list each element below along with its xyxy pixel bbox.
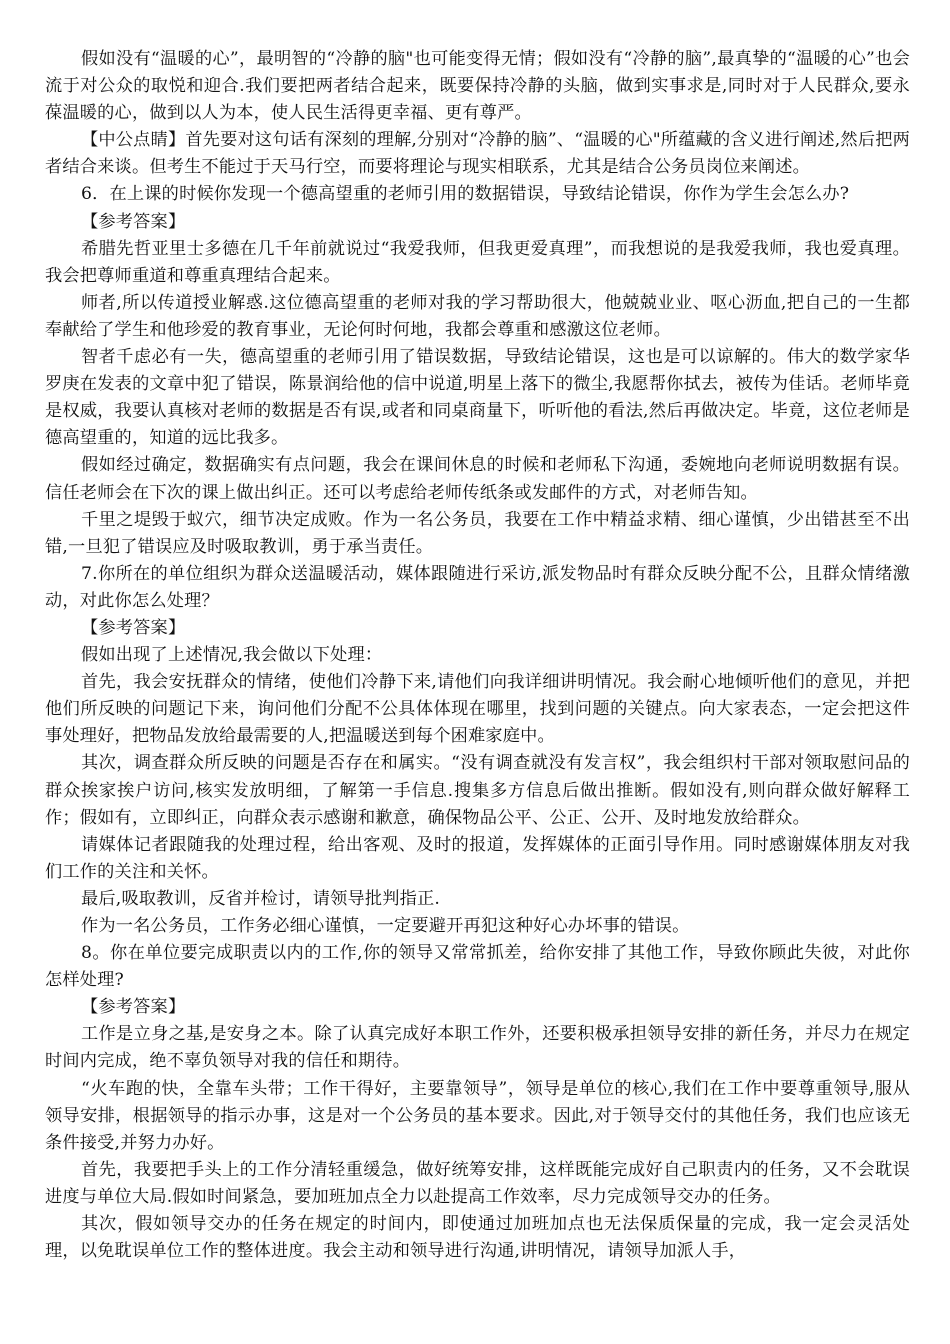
paragraph: 智者千虑必有一失，德高望重的老师引用了错误数据，导致结论错误，这也是可以谅解的。伟大的数学家华罗庚在发表的文章中犯了错误，陈景润给他的信中说道,明星上落下的微尘,我愿帮你拭去，被传为佳话。老师毕竟是权威，我要认真核对老师的数据是否有误,或者和同桌商量下，听听他的看法,然后再做决定。毕竟，这位老师是德高望重的，知道的远比我多。 [45,347,910,449]
paragraph: 首先，我要把手头上的工作分清轻重缓急，做好统筹安排，这样既能完成好自己职责内的任务，又不会耽误进度与单位大局.假如时间紧急，要加班加点全力以赴提高工作效率，尽力完成领导交办的任务。 [45,1159,910,1207]
paragraph: 其次，调查群众所反映的问题是否存在和属实。“没有调查就没有发言权”，我会组织村干部对领取慰问品的群众挨家挨户访问,核实发放明细，了解第一手信息.搜集多方信息后做出推断。假如没有,则向群众做好解释工作；假如有，立即纠正，向群众表示感谢和歉意，确保物品公平、公正、公开、及时地发放给群众。 [45,753,910,828]
paragraph: 作为一名公务员，工作务必细心谨慎，一定要避开再犯这种好心办坏事的错误。 [81,916,690,936]
paragraph: “火车跑的快，全靠车头带；工作干得好，主要靠领导”，领导是单位的核心,我们在工作中要尊重领导,服从领导安排，根据领导的指示办事，这是对一个公务员的基本要求。因此,对于领导交付的其他任务，我们也应该无条件接受,并努力办好。 [45,1078,910,1153]
paragraph: 工作是立身之基,是安身之本。除了认真完成好本职工作外，还要积极承担领导安排的新任务，并尽力在规定时间内完成，绝不辜负领导对我的信任和期待。 [45,1024,910,1072]
question-7: 7.你所在的单位组织为群众送温暖活动，媒体跟随进行采访,派发物品时有群众反映分配不公，且群众情绪激动，对此你怎么处理？ [45,563,910,611]
paragraph: 师者,所以传道授业解惑.这位德高望重的老师对我的学习帮助很大，他兢兢业业、呕心沥血,把自己的一生都奉献给了学生和他珍爱的教育事业，无论何时何地，我都会尊重和感激这位老师。 [45,292,910,340]
paragraph: 最后,吸取教训，反省并检讨，请领导批判指正. [81,888,441,909]
paragraph: 首先，我会安抚群众的情绪，使他们冷静下来,请他们向我详细讲明情况。我会耐心地倾听他们的意见，并把他们所反映的问题记下来，询问他们分配不公具体体现在哪里，找到问题的关键点。向大家表态，一定会把这件事处理好，把物品发放给最需要的人,把温暖送到每个困难家庭中。 [45,672,910,747]
paragraph: 假如出现了上述情况,我会做以下处理： [81,645,383,666]
paragraph: 其次，假如领导交办的任务在规定的时间内，即使通过加班加点也无法保质保量的完成，我一定会灵活处理，以免耽误单位工作的整体进度。我会主动和领导进行沟通,讲明情况，请领导加派人手， [45,1214,910,1262]
answer-heading: 【参考答案】 [81,617,186,638]
question-8: 8。你在单位要完成职责以内的工作,你的领导又常常抓差，给你安排了其他工作，导致你顾此失彼，对此你怎样处理? [45,943,910,991]
paragraph: 假如没有“温暖的心”，最明智的“冷静的脑"也可能变得无情；假如没有“冷静的脑”,最真挚的“温暖的心”也会流于对公众的取悦和迎合.我们要把两者结合起来，既要保持冷静的头脑，做到实事求是,同时对于人民群众,要永葆温暖的心，做到以人为本，使人民生活得更幸福、更有尊严。 [45,49,910,124]
paragraph: 假如经过确定，数据确实有点问题，我会在课间休息的时候和老师私下沟通，委婉地向老师说明数据有误。信任老师会在下次的课上做出纠正。还可以考虑给老师传纸条或发邮件的方式，对老师告知。 [45,455,910,503]
paragraph: 千里之堤毁于蚁穴，细节决定成败。作为一名公务员，我要在工作中精益求精、细心谨慎，少出错甚至不出错,一旦犯了错误应及时吸取教训，勇于承当责任。 [45,509,910,557]
paragraph: 【中公点睛】首先要对这句话有深刻的理解,分别对“冷静的脑”、“温暖的心"所蕴藏的含义进行阐述,然后把两者结合来谈。但考生不能过于天马行空，而要将理论与现实相联系，尤其是结合公务员岗位来阐述。 [45,130,910,178]
answer-heading: 【参考答案】 [81,997,186,1018]
question-6: 6．在上课的时候你发现一个德高望重的老师引用的数据错误，导致结论错误，你作为学生会怎么办? [81,184,850,205]
paragraph: 请媒体记者跟随我的处理过程，给出客观、及时的报道，发挥媒体的正面引导作用。同时感谢媒体朋友对我们工作的关注和关怀。 [45,834,910,882]
document-body [45,46,910,1265]
paragraph: 希腊先哲亚里士多德在几千年前就说过“我爱我师，但我更爱真理”，而我想说的是我爱我师，我也爱真理。我会把尊师重道和尊重真理结合起来。 [45,238,910,286]
answer-heading: 【参考答案】 [81,211,186,232]
